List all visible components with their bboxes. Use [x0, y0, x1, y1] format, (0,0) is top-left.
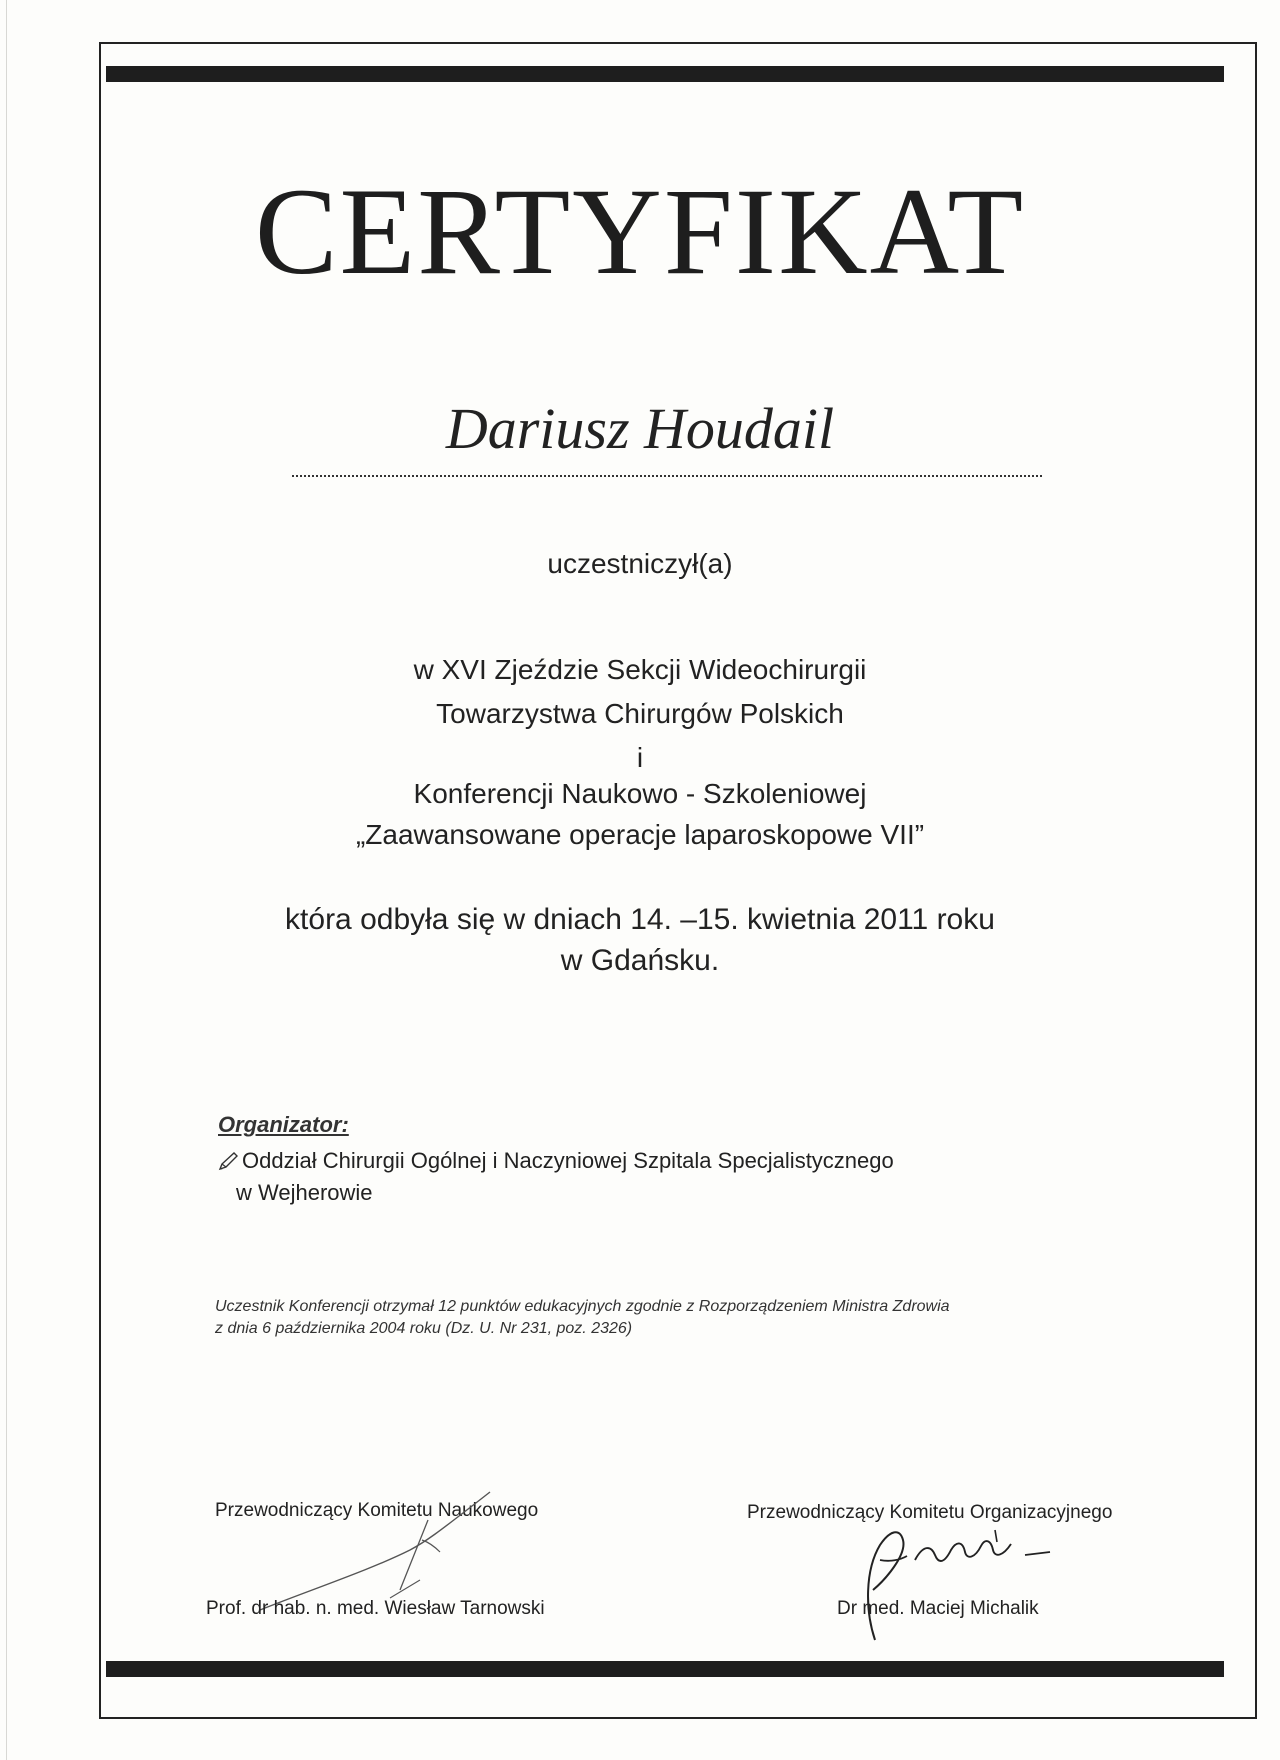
left-signatory-name: Prof. dr hab. n. med. Wiesław Tarnowski — [206, 1598, 545, 1619]
pen-icon — [218, 1150, 240, 1172]
place-line: w Gdańsku. — [560, 944, 720, 977]
event-line-4: Konferencji Naukowo - Szkoleniowej — [413, 778, 867, 809]
left-signatory-role: Przewodniczący Komitetu Naukowego — [215, 1500, 539, 1521]
top-border-bar — [106, 66, 1224, 82]
note-line-1: Uczestnik Konferencji otrzymał 12 punktów edukacyjnych zgodnie z Rozporządzeniem Ministra Zdrowia — [215, 1298, 950, 1315]
organizer-line-2: w Wejherowie — [236, 1180, 373, 1205]
event-line-1: w XVI Zjeździe Sekcji Wideochirurgii — [413, 654, 867, 685]
bottom-border-bar — [106, 1661, 1224, 1677]
event-line-2: Towarzystwa Chirurgów Polskich — [436, 698, 844, 729]
right-signatory-name: Dr med. Maciej Michalik — [837, 1598, 1039, 1619]
participated-text: uczestniczył(a) — [547, 548, 733, 579]
recipient-name: Dariusz Houdail — [445, 396, 835, 461]
organizer-line-1-text: Oddział Chirurgii Ogólnej i Naczyniowej Szpitala Specjalistycznego — [242, 1148, 894, 1173]
right-signatory-role: Przewodniczący Komitetu Organizacyjnego — [747, 1502, 1113, 1523]
note-line-2: z dnia 6 października 2004 roku (Dz. U. Nr 231, poz. 2326) — [215, 1320, 633, 1337]
name-dotted-line — [292, 475, 1042, 477]
organizer-line-1 — [218, 1148, 894, 1174]
event-line-5: „Zaawansowane operacje laparoskopowe VII” — [355, 819, 925, 850]
date-line: która odbyła się w dniach 14. –15. kwietnia 2011 roku — [285, 903, 995, 936]
event-line-3: i — [636, 742, 644, 773]
right-signature — [845, 1500, 1075, 1650]
organizer-label: Organizator: — [218, 1112, 349, 1137]
certificate-title: CERTYFIKAT — [254, 163, 1026, 300]
